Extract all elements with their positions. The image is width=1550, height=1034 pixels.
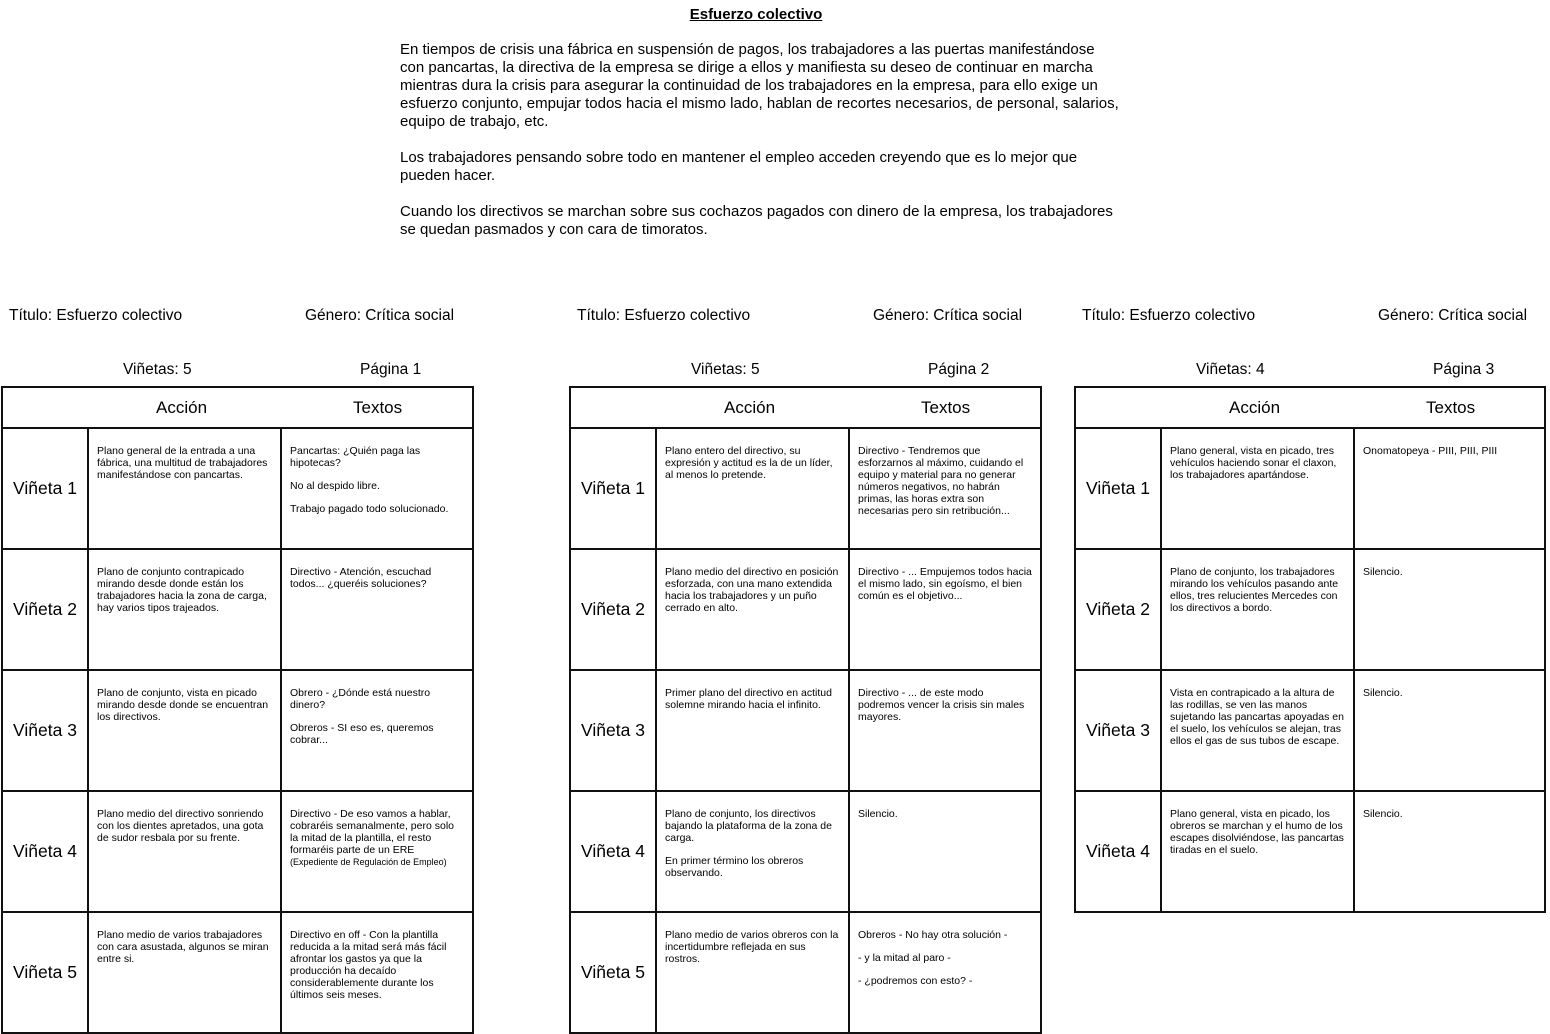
table-row	[1075, 791, 1545, 912]
action-paragraph: Plano de conjunto contrapicado mirando desde donde están los trabajadores hacia la zona de carga, hay varios tipos trajeados.	[97, 566, 267, 614]
texts-cell	[1354, 670, 1545, 791]
action-cell	[1161, 791, 1354, 912]
dialogue-line: Silencio.	[1363, 566, 1403, 578]
panel-count-label: Viñetas: 4	[1196, 361, 1265, 378]
action-cell	[88, 549, 281, 670]
sheet-genre-label: Género: Crítica social	[305, 307, 455, 324]
action-cell	[656, 791, 849, 912]
action-cell	[88, 912, 281, 1033]
sheet-genre-label: Género: Crítica social	[1378, 307, 1528, 324]
header-texts: Textos	[281, 387, 473, 428]
table-row	[570, 791, 1041, 912]
action-paragraph: Plano general, vista en picado, tres vehículos haciendo sonar el claxon, los trabajadores apartándose.	[1170, 445, 1337, 481]
header-texts: Textos	[849, 387, 1041, 428]
action-cell	[88, 428, 281, 549]
table-row	[1075, 549, 1545, 670]
action-paragraph: Plano entero del directivo, su expresión y actitud es la de un líder, al menos lo pretende.	[665, 445, 833, 481]
sheet-title-label: Título: Esfuerzo colectivo	[9, 307, 183, 324]
action-paragraph: Primer plano del directivo en actitud solemne mirando hacia el infinito.	[665, 687, 832, 711]
action-paragraph: Plano general, vista en picado, los obreros se marchan y el humo de los escapes disolviéndose, las pancartas tiradas en el suelo.	[1170, 808, 1344, 856]
header-empty-cell	[1075, 387, 1161, 428]
action-cell	[656, 549, 849, 670]
page-number-label: Página 2	[928, 361, 990, 378]
action-paragraph: Plano de conjunto, los trabajadores mirando los vehículos pasando ante ellos, tres relucientes Mercedes con los directivos a bordo.	[1170, 566, 1339, 614]
dialogue-text	[1355, 550, 1544, 578]
panel-label: Viñeta 1	[2, 428, 88, 549]
panel-label: Viñeta 3	[1075, 670, 1161, 791]
panel-table	[569, 386, 1042, 1034]
dialogue-text	[1355, 429, 1544, 457]
dialogue-text	[1355, 792, 1544, 820]
sheet-title-label: Título: Esfuerzo colectivo	[1082, 307, 1256, 324]
action-text	[89, 550, 280, 614]
action-paragraph: Plano medio del directivo sonriendo con los dientes apretados, una gota de sudor resbala por su frente.	[97, 808, 264, 844]
dialogue-line: - ¿podremos con esto? -	[858, 975, 973, 987]
table-row	[570, 912, 1041, 1033]
dialogue-line: Directivo - ... de este modo podremos vencer la crisis sin males mayores.	[858, 687, 1025, 723]
action-cell	[656, 428, 849, 549]
dialogue-line: Directivo - Tendremos que esforzarnos al máximo, cuidando el equipo y material para no generar números negativos, no habrán primas, las horas extra son necesarias pero sin retribución...	[858, 445, 1024, 517]
synopsis	[400, 41, 1120, 257]
panel-label: Viñeta 2	[2, 549, 88, 670]
action-paragraph: Vista en contrapicado a la altura de las rodillas, se ven las manos sujetando las pancartas apoyadas en el suelo, los vehículos se alejan, tras ellos el gas de sus tubos de escape.	[1170, 687, 1344, 747]
header-empty-cell	[570, 387, 656, 428]
header-action: Acción	[88, 387, 281, 428]
dialogue-line: Silencio.	[1363, 687, 1403, 699]
panel-label: Viñeta 2	[1075, 549, 1161, 670]
action-cell	[1161, 428, 1354, 549]
panel-label: Viñeta 1	[570, 428, 656, 549]
action-text	[1162, 429, 1353, 481]
dialogue-line: Directivo - De eso vamos a hablar, cobraréis semanalmente, pero solo la mitad de la plantilla, el resto formaréis parte de un ERE	[290, 808, 455, 856]
sheet-genre-label: Género: Crítica social	[873, 307, 1023, 324]
action-cell	[1161, 549, 1354, 670]
dialogue-line: Trabajo pagado todo solucionado.	[290, 503, 449, 515]
action-text	[657, 429, 848, 481]
header-action: Acción	[1161, 387, 1354, 428]
table-row	[2, 912, 473, 1033]
texts-cell	[849, 912, 1041, 1033]
dialogue-line: Obreros - SI eso es, queremos cobrar...	[290, 722, 434, 746]
action-cell	[88, 791, 281, 912]
dialogue-line: Onomatopeya - PIII, PIII, PIII	[1363, 445, 1498, 457]
dialogue-text	[282, 913, 472, 1001]
dialogue-text	[850, 792, 1040, 820]
document-title: Esfuerzo colectivo	[689, 6, 823, 23]
action-text	[657, 550, 848, 614]
texts-cell	[849, 428, 1041, 549]
table-header-row	[570, 387, 1041, 428]
action-cell	[656, 670, 849, 791]
synopsis-paragraph: Cuando los directivos se marchan sobre sus cochazos pagados con dinero de la empresa, los trabajadores se quedan pasmados y con cara de timoratos.	[400, 203, 1113, 238]
dialogue-text	[850, 550, 1040, 602]
action-paragraph: Plano de conjunto, vista en picado mirando desde donde se encuentran los directivos.	[97, 687, 269, 723]
dialogue-line: - y la mitad al paro -	[858, 952, 951, 964]
dialogue-line: Directivo en off - Con la plantilla reducida a la mitad será más fácil afrontar los gastos ya que la producción ha decaído considerablemente durante los últimos seis meses.	[290, 929, 447, 1001]
panel-label: Viñeta 4	[2, 791, 88, 912]
header-texts: Textos	[1354, 387, 1545, 428]
texts-cell	[281, 912, 473, 1033]
dialogue-text	[282, 550, 472, 590]
action-paragraph: Plano medio del directivo en posición esforzada, con una mano extendida hacia los trabajadores y un puño cerrado en alto.	[665, 566, 839, 614]
texts-cell	[849, 791, 1041, 912]
texts-cell	[1354, 428, 1545, 549]
dialogue-note: (Expediente de Regulación de Empleo)	[290, 857, 447, 867]
action-text	[89, 429, 280, 481]
table-row	[570, 670, 1041, 791]
dialogue-text	[1355, 671, 1544, 699]
page-number-label: Página 3	[1433, 361, 1495, 378]
panel-count-label: Viñetas: 5	[691, 361, 760, 378]
action-text	[657, 913, 848, 965]
synopsis-paragraph: Los trabajadores pensando sobre todo en mantener el empleo acceden creyendo que es lo mejor que pueden hacer.	[400, 149, 1078, 184]
dialogue-text	[282, 792, 472, 868]
panel-table	[1074, 386, 1546, 913]
panel-count-label: Viñetas: 5	[123, 361, 192, 378]
action-paragraph: Plano general de la entrada a una fábrica, una multitud de trabajadores manifestándose con pancartas.	[97, 445, 268, 481]
dialogue-text	[850, 429, 1040, 517]
dialogue-line: Pancartas: ¿Quién paga las hipotecas?	[290, 445, 421, 469]
action-cell	[1161, 670, 1354, 791]
dialogue-line: Obreros - No hay otra solución -	[858, 929, 1008, 941]
texts-cell	[281, 549, 473, 670]
action-text	[89, 913, 280, 965]
header-action: Acción	[656, 387, 849, 428]
dialogue-line: Obrero - ¿Dónde está nuestro dinero?	[290, 687, 431, 711]
dialogue-line: No al despido libre.	[290, 480, 380, 492]
table-row	[1075, 670, 1545, 791]
texts-cell	[1354, 549, 1545, 670]
dialogue-text	[282, 671, 472, 746]
panel-label: Viñeta 1	[1075, 428, 1161, 549]
action-text	[1162, 792, 1353, 856]
panel-label: Viñeta 5	[570, 912, 656, 1033]
action-paragraph: En primer término los obreros observando.	[665, 855, 804, 879]
action-text	[657, 671, 848, 711]
sheet-title-label: Título: Esfuerzo colectivo	[577, 307, 751, 324]
panel-table	[1, 386, 474, 1034]
table-header-row	[1075, 387, 1545, 428]
dialogue-line: Directivo - Atención, escuchad todos... ¿queréis soluciones?	[290, 566, 432, 590]
table-row	[2, 549, 473, 670]
texts-cell	[281, 670, 473, 791]
action-paragraph: Plano medio de varios obreros con la incertidumbre reflejada en sus rostros.	[665, 929, 839, 965]
table-row	[570, 549, 1041, 670]
texts-cell	[849, 670, 1041, 791]
table-header-row	[2, 387, 473, 428]
table-row	[570, 428, 1041, 549]
texts-cell	[1354, 791, 1545, 912]
panel-label: Viñeta 4	[1075, 791, 1161, 912]
panel-label: Viñeta 3	[570, 670, 656, 791]
action-paragraph: Plano medio de varios trabajadores con cara asustada, algunos se miran entre si.	[97, 929, 269, 965]
synopsis-paragraph: En tiempos de crisis una fábrica en suspensión de pagos, los trabajadores a las puertas manifestándose con pancartas, la directiva de la empresa se dirige a ellos y manifiesta su deseo de continuar en marcha mientras dura la crisis para asegurar la continuidad de los trabajadores en la empresa, para ello exige un esfuerzo conjunto, empujar todos hacia el mismo lado, hablan de recortes necesarios, de personal, salarios, equipo de trabajo, etc.	[400, 41, 1119, 130]
panel-label: Viñeta 2	[570, 549, 656, 670]
header-empty-cell	[2, 387, 88, 428]
texts-cell	[849, 549, 1041, 670]
action-cell	[88, 670, 281, 791]
table-row	[2, 670, 473, 791]
action-paragraph: Plano de conjunto, los directivos bajando la plataforma de la zona de carga.	[665, 808, 832, 844]
texts-cell	[281, 428, 473, 549]
action-cell	[656, 912, 849, 1033]
table-row	[2, 428, 473, 549]
table-row	[1075, 428, 1545, 549]
panel-label: Viñeta 3	[2, 670, 88, 791]
panel-label: Viñeta 4	[570, 791, 656, 912]
panel-label: Viñeta 5	[2, 912, 88, 1033]
action-text	[89, 671, 280, 723]
page-number-label: Página 1	[360, 361, 422, 378]
dialogue-line: Silencio.	[858, 808, 898, 820]
dialogue-text	[850, 671, 1040, 723]
texts-cell	[281, 791, 473, 912]
dialogue-text	[282, 429, 472, 515]
action-text	[89, 792, 280, 844]
dialogue-line: Silencio.	[1363, 808, 1403, 820]
action-text	[1162, 550, 1353, 614]
action-text	[1162, 671, 1353, 747]
dialogue-text	[850, 913, 1040, 987]
table-row	[2, 791, 473, 912]
action-text	[657, 792, 848, 879]
dialogue-line: Directivo - ... Empujemos todos hacia el mismo lado, sin egoísmo, el bien común es el objetivo...	[858, 566, 1032, 602]
